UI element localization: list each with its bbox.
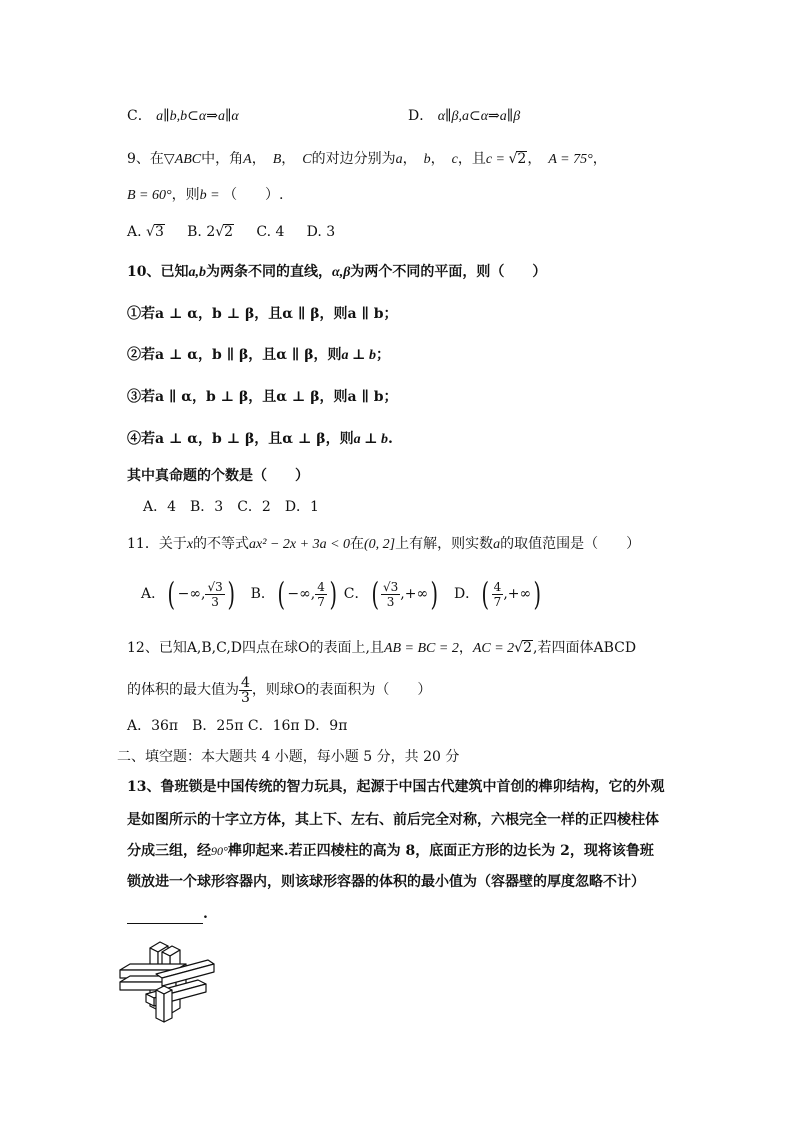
q13-line3 [127,841,654,861]
q13-answer-line [127,904,208,924]
q12-options: A．36π B．25π C．16π D．9π [127,718,348,734]
q11-opt-c-label: C． [343,586,369,602]
q10-s4-expr: a ⊥ b [353,432,389,447]
q11-opt-d-num: 4 [493,579,502,594]
q9-options: A. √3 B. 2√2 C. 4 D. 3 [127,224,336,240]
q9-angle-a-val: A = 75° [548,152,593,167]
q9-opt-c: C. 4 [256,224,285,240]
q10-options: A．4 B．3 C．2 D．1 [143,499,319,515]
luban-lock-figure [116,940,216,1024]
q13-line1: 13、鲁班锁是中国传统的智力玩具，起源于中国古代建筑中首创的榫卯结构，它的外观 [127,779,665,795]
q9-opt-b-label: B. [187,224,202,240]
q13-period: . [203,906,208,922]
q11-prefix: 11．关于 [127,536,187,552]
q9-angle-c: C [302,152,312,167]
q10-lines: a,b [188,265,206,280]
q11-opt-c-den: 3 [386,594,395,609]
q9-angle-b: B [272,152,282,167]
q12-ac: AC = 2 [472,641,515,656]
q11-opt-b-left: −∞, [287,586,316,602]
q10-s4-text: ④若a ⊥ α，b ⊥ β，且α ⊥ β，则 [127,431,354,447]
q9-opt-b-val: 2 [224,224,234,240]
q13-text2: 榫卯起来.若正四棱柱的高为 8，底面正方形的边长为 2，现将该鲁班 [227,843,654,859]
q12-text2: ,若四面体ABCD [533,640,637,656]
q11-opt-a-num: √3 [207,579,223,594]
q9-text2: 的对边分别为 [311,151,396,167]
q9-prefix: 9、在 [127,151,164,167]
q10-planes: α,β [331,265,351,280]
section-2-heading: 二、填空题：本大题共 4 小题，每小题 5 分，共 20 分 [117,749,460,765]
q9-side-a: a [395,152,403,167]
q12-stem-line1: 12、已知A,B,C,D四点在球O的表面上,且AB = BC = 2，AC = 2√2,若四面体ABCD [127,640,637,656]
q13-line4: 锁放进一个球形容器内，则该球形容器的体积的最小值为（容器壁的厚度忽略不计） [127,874,645,890]
q11-opt-a-frac [205,580,224,609]
q11-inequality: ax² − 2x + 3a < 0 [249,537,351,552]
q11-opt-a-den: 3 [211,594,219,609]
q11-text2: 在 [350,536,365,552]
q13-line2: 是如图所示的十字立方体，其上下、左右、前后完全对称，六根完全一样的正四棱柱体 [127,812,659,828]
q11-interval: (0, 2] [364,537,396,552]
q12-num: 4 [241,674,250,691]
q9-paren: （ ）. [223,187,284,203]
q9-angle-a: A [243,152,252,167]
q11-opt-a-label: A． [141,586,166,602]
q12-max-volume [239,676,252,705]
q13-text: 分成三组，经 [127,843,211,859]
q9-side-b: b [423,152,431,167]
q8-options-row [127,106,521,127]
q9-side-c: c [451,152,458,167]
q11-opt-b-label: B． [250,586,275,602]
q9-c-eq: c = [485,152,509,167]
q13-degree: 90° [211,844,228,858]
q11-options: A．( −∞, $\frac{√3}{3}$ ) B．( −∞, $\frac{4}{7}$ ) C．( $\frac{√3}{3}$ ,+∞) D．( $\frac{4}{7}$ ,+∞) [141,575,542,613]
q12-den: 3 [241,689,250,706]
q11-text3: 上有解，则实数 [395,536,494,552]
q9-text3: ，且 [457,151,486,167]
q11-opt-c-frac [381,580,400,609]
q11-stem [127,534,640,555]
q11-opt-d-den: 7 [493,594,502,609]
q9-stem-line2 [127,185,284,206]
q9-text4: ，则 [171,187,200,203]
q11-a: a [493,537,501,552]
q11-opt-b-den: 7 [317,594,325,609]
q11-opt-c-num: √3 [382,579,399,594]
q10-s2-expr: a ⊥ b [341,348,376,363]
q10-statement-3: ③若a ∥ α，b ⊥ β，且α ⊥ β，则a ∥ b； [127,389,398,405]
q9-triangle: ▽ABC [163,152,202,167]
q9-c-val: 2 [517,151,527,167]
q8-option-c-expr: a∥b,b⊂α⇒a∥α [156,109,239,124]
q11-text4: 的取值范围是（ ） [500,536,641,552]
q11-x: x [186,537,194,552]
q12-text3: 的体积的最大值为 [127,682,239,698]
q9-stem-line1: 9、在▽ABC中，角A， B， C的对边分别为a， b， c，且c = √2， A = 75°， [127,151,607,167]
q10-s4-end: . [388,431,393,447]
q8-option-c-label: C． [127,108,152,124]
q10-stem [127,262,546,283]
q11-opt-d-frac [492,580,504,609]
q10-s2-text: ②若a ⊥ α，b ∥ β，且α ∥ β，则 [127,347,342,363]
q8-option-d-expr: α∥β,a⊂α⇒a∥β [437,109,521,124]
q9-opt-d: D. 3 [306,224,336,240]
q9-b-eq: b = [199,188,224,203]
q8-option-d [408,106,520,127]
q11-opt-d-label: D． [453,586,480,602]
q11-opt-d-right: ,+∞ [503,586,532,602]
q9-opt-b-coef: 2 [206,224,216,240]
q9-opt-a-label: A. [127,224,142,240]
q12-text4: ，则球O的表面积为（ ） [251,682,432,698]
q11-opt-b-num: 4 [317,579,325,594]
q10-text2: 为两个不同的平面，则（ ） [350,264,547,280]
q12-ab-bc: AB = BC = 2 [383,641,459,656]
q9-opt-a-val: 3 [154,224,164,240]
q10-s2-end: ； [375,347,390,363]
q12-ac-root: 2 [523,640,533,656]
q12-comma: ， [458,640,473,656]
q10-statement-4 [127,429,393,450]
answer-blank[interactable] [127,909,203,924]
q12-text: 12、已知A,B,C,D四点在球O的表面上,且 [127,640,384,656]
q10-statement-1: ①若a ⊥ α，b ⊥ β，且α ∥ β，则a ∥ b； [127,306,398,322]
q11-opt-c-right: ,+∞ [400,586,429,602]
q11-text: 的不等式 [193,536,250,552]
q12-stem-line2 [127,672,431,708]
q10-statement-2 [127,345,390,366]
q10-count-question: 其中真命题的个数是（ ） [127,468,309,484]
q11-opt-b-frac [315,580,327,609]
q8-option-d-label: D． [408,108,434,124]
q10-text: 为两条不同的直线， [205,264,332,280]
q9-text: 中，角 [201,151,244,167]
q9-angle-b-val: B = 60° [127,188,172,203]
q10-prefix: 10、已知 [127,264,189,280]
q11-opt-a-left: −∞, [177,586,206,602]
